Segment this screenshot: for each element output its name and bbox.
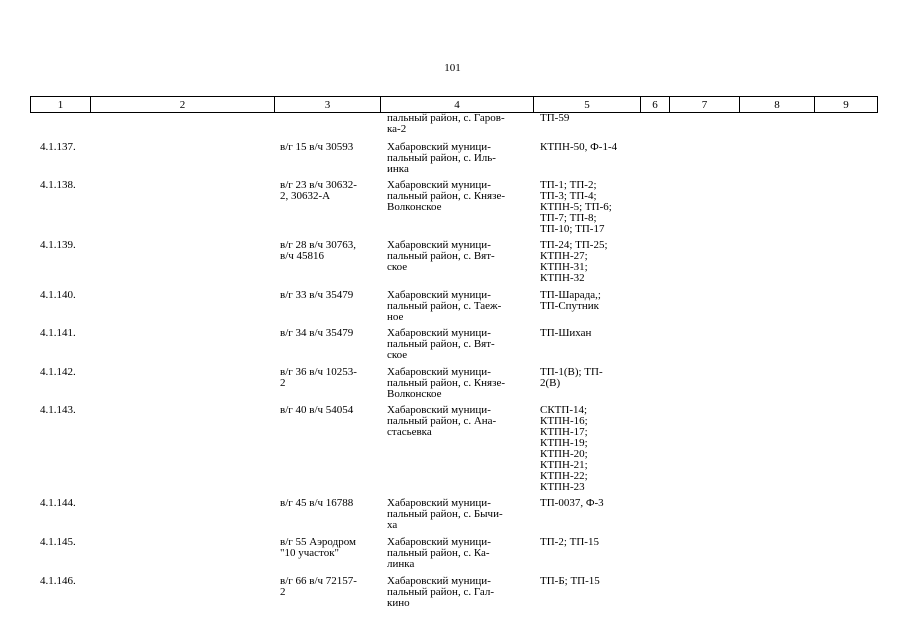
column-header-3: 3 — [275, 97, 381, 113]
location-address: Хабаровский муници- пальный район, с. Гал- кино — [387, 575, 495, 609]
location-address: Хабаровский муници- пальный район, с. Бычи- ха — [387, 497, 503, 531]
military-unit: в/г 33 в/ч 35479 — [280, 289, 354, 301]
location-address: Хабаровский муници- пальный район, с. Ана- стасьевка — [387, 404, 497, 438]
substation-list: ТП-1; ТП-2; ТП-3; ТП-4; КТПН-5; ТП-6; ТП-7; ТП-8; ТП-10; ТП-17 — [540, 179, 612, 235]
military-unit: в/г 28 в/ч 30763, в/ч 45816 — [280, 239, 357, 262]
row-number: 4.1.145. — [40, 536, 76, 548]
column-header-2: 2 — [91, 97, 275, 113]
column-header-6: 6 — [641, 97, 670, 113]
row-number: 4.1.146. — [40, 575, 76, 587]
substation-list: ТП-0037, Ф-3 — [540, 497, 604, 509]
location-address: Хабаровский муници- пальный район, с. Ка- линка — [387, 536, 491, 570]
row-number: 4.1.140. — [40, 289, 76, 301]
location-address: Хабаровский муници- пальный район, с. Иль- инка — [387, 141, 496, 175]
column-header-5: 5 — [534, 97, 641, 113]
row-number: 4.1.143. — [40, 404, 76, 416]
substation-list: КТПН-50, Ф-1-4 — [540, 141, 618, 153]
location-address: Хабаровский муници- пальный район, с. Князе- Волконское — [387, 366, 505, 400]
military-unit: в/г 45 в/ч 16788 — [280, 497, 354, 509]
carryover-substation: ТП-59 — [540, 112, 570, 124]
military-unit: в/г 66 в/ч 72157- 2 — [280, 575, 357, 598]
military-unit: в/г 55 Аэродром "10 участок" — [280, 536, 356, 559]
substation-list: ТП-24; ТП-25; КТПН-27; КТПН-31; КТПН-32 — [540, 239, 608, 284]
military-unit: в/г 36 в/ч 10253- 2 — [280, 366, 357, 389]
row-number: 4.1.139. — [40, 239, 76, 251]
carryover-address: пальный район, с. Гаров- ка-2 — [387, 112, 505, 135]
location-address: Хабаровский муници- пальный район, с. Вят- ское — [387, 239, 495, 273]
location-address: Хабаровский муници- пальный район, с. Вят- ское — [387, 327, 495, 361]
substation-list: СКТП-14; КТПН-16; КТПН-17; КТПН-19; КТПН-20; КТПН-21; КТПН-22; КТПН-23 — [540, 404, 588, 493]
substation-list: ТП-Б; ТП-15 — [540, 575, 600, 587]
substation-list: ТП-Шихан — [540, 327, 592, 339]
column-header-9: 9 — [815, 97, 878, 113]
page-number: 101 — [444, 62, 461, 74]
location-address: Хабаровский муници- пальный район, с. Князе- Волконское — [387, 179, 505, 213]
column-header-1: 1 — [31, 97, 91, 113]
row-number: 4.1.137. — [40, 141, 76, 153]
military-unit: в/г 40 в/ч 54054 — [280, 404, 354, 416]
column-header-table — [30, 96, 878, 113]
substation-list: ТП-2; ТП-15 — [540, 536, 599, 548]
column-header-7: 7 — [670, 97, 740, 113]
column-header-8: 8 — [740, 97, 815, 113]
military-unit: в/г 15 в/ч 30593 — [280, 141, 354, 153]
location-address: Хабаровский муници- пальный район, с. Таеж- ное — [387, 289, 502, 323]
military-unit: в/г 23 в/ч 30632- 2, 30632-А — [280, 179, 357, 202]
substation-list: ТП-Шарада,; ТП-Спутник — [540, 289, 601, 312]
column-header-4: 4 — [381, 97, 534, 113]
row-number: 4.1.144. — [40, 497, 76, 509]
row-number: 4.1.138. — [40, 179, 76, 191]
row-number: 4.1.142. — [40, 366, 76, 378]
header-row — [31, 97, 878, 113]
substation-list: ТП-1(В); ТП- 2(В) — [540, 366, 603, 389]
military-unit: в/г 34 в/ч 35479 — [280, 327, 354, 339]
row-number: 4.1.141. — [40, 327, 76, 339]
